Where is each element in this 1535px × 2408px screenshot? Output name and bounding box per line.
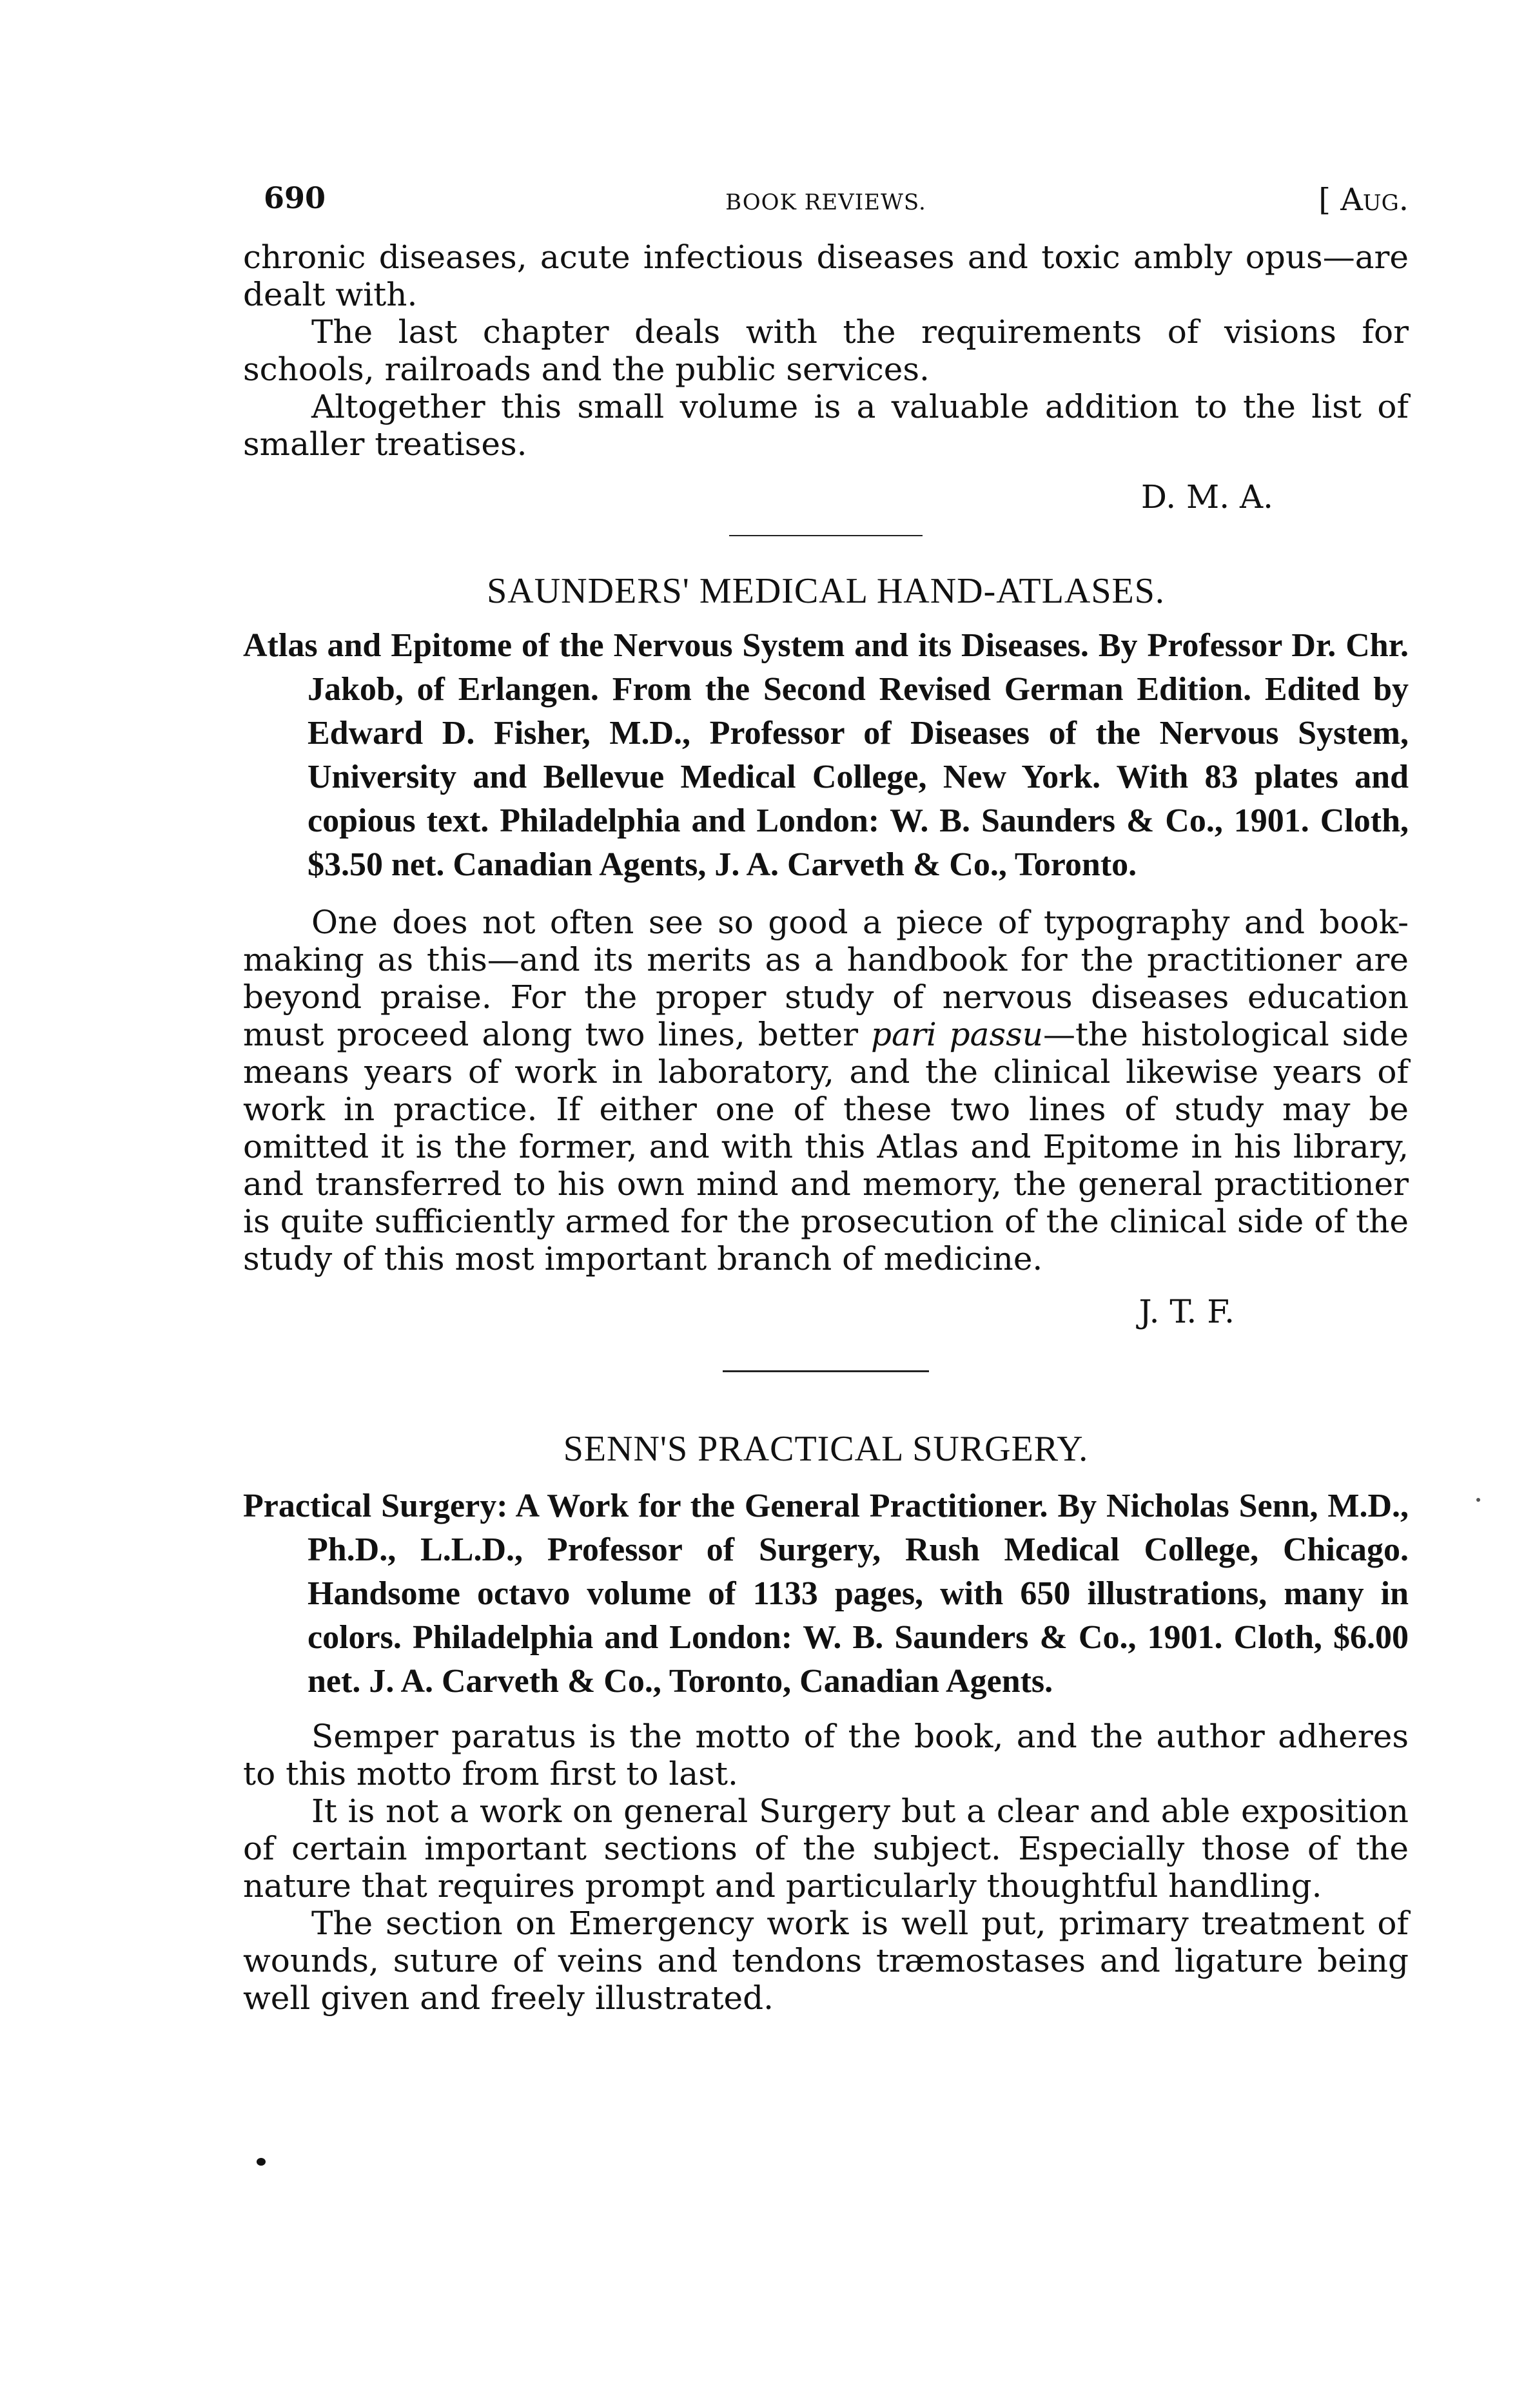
ink-speck — [1476, 1498, 1480, 1502]
review-text: One does not often see so good a piece of typography and book-making as this—and its merits as a handbook for the practitioner are beyond praise. For the proper study of nervous diseases education must proceed along two lines, better — [243, 904, 1409, 1053]
review-title: SENN'S PRACTICAL SURGERY. — [563, 1429, 1089, 1469]
review-saunders — [243, 570, 1409, 1330]
review-paragraph: Altogether this small volume is a valuable addition to the list of smaller treatises. — [243, 388, 1409, 463]
running-head-month: [ Aug. — [1318, 182, 1409, 218]
running-head-title: BOOK REVIEWS. — [725, 189, 926, 215]
review-paragraph: It is not a work on general Surgery but a clear and able exposition of certain important sections of the subject. Especially those of the nature that requires prompt and particularly thoughtful handling. — [243, 1792, 1409, 1905]
review-paragraph: The last chapter deals with the requirements of visions for schools, railroads and the public services. — [243, 313, 1409, 388]
review-title: SAUNDERS' MEDICAL HAND-ATLASES. — [487, 571, 1165, 611]
review-text: —the histological side means years of work in laboratory, and the clinical likewise years of work in practice. If either one of these two lines of study may be omitted it is the former, and with this Atlas and Epitome in his library, and transferred to his own mind and memory, the general practitioner is quite sufficiently armed for the prosecution of the clinical side of the study of this most important branch of medicine. — [243, 1016, 1409, 1277]
page-number: 690 — [264, 180, 326, 215]
review-paragraph: The section on Emergency work is well put, primary treatment of wounds, suture of veins and tendons træmostases and ligature being well given and freely illustrated. — [243, 1905, 1409, 2017]
reviewer-signature: D. M. A. — [1140, 478, 1273, 516]
review-continued — [243, 238, 1409, 516]
book-citation: Practical Surgery: A Work for the General Practitioner. By Nicholas Senn, M.D., Ph.D., L.L.D., Professor of Surgery, Rush Medical College, Chicago. Handsome octavo volume of 1133 pages, with 650 illustrations, many in colors. Philadelphia and London: W. B. Saunders & Co., 1901. Cloth, $6.00 net. J. A. Carveth & Co., Toronto, Canadian Agents. — [243, 1488, 1409, 1700]
review-paragraph: Semper paratus is the motto of the book, and the author adheres to this motto from first to last. — [243, 1718, 1409, 1792]
review-paragraph: chronic diseases, acute infectious diseases and toxic ambly opus—are dealt with. — [243, 238, 1409, 313]
ink-speck — [257, 2158, 266, 2166]
section-divider — [723, 1370, 929, 1372]
latin-phrase: pari passu — [871, 1016, 1043, 1053]
running-head — [243, 180, 1409, 238]
review-senn — [243, 1428, 1409, 2017]
book-citation: Atlas and Epitome of the Nervous System and its Diseases. By Professor Dr. Chr. Jakob, of Erlangen. From the Second Revised German Edition. Edited by Edward D. Fisher, M.D., Professor of Diseases of the Nervous System, University and Bellevue Medical College, New York. With 83 plates and copious text. Philadelphia and London: W. B. Saunders & Co., 1901. Cloth, $3.50 net. Canadian Agents, J. A. Carveth & Co., Toronto. — [243, 627, 1409, 883]
reviewer-signature: J. T. F. — [1139, 1293, 1235, 1330]
section-divider — [729, 535, 923, 536]
book-page — [243, 180, 1409, 2017]
review-body — [243, 904, 1409, 1277]
